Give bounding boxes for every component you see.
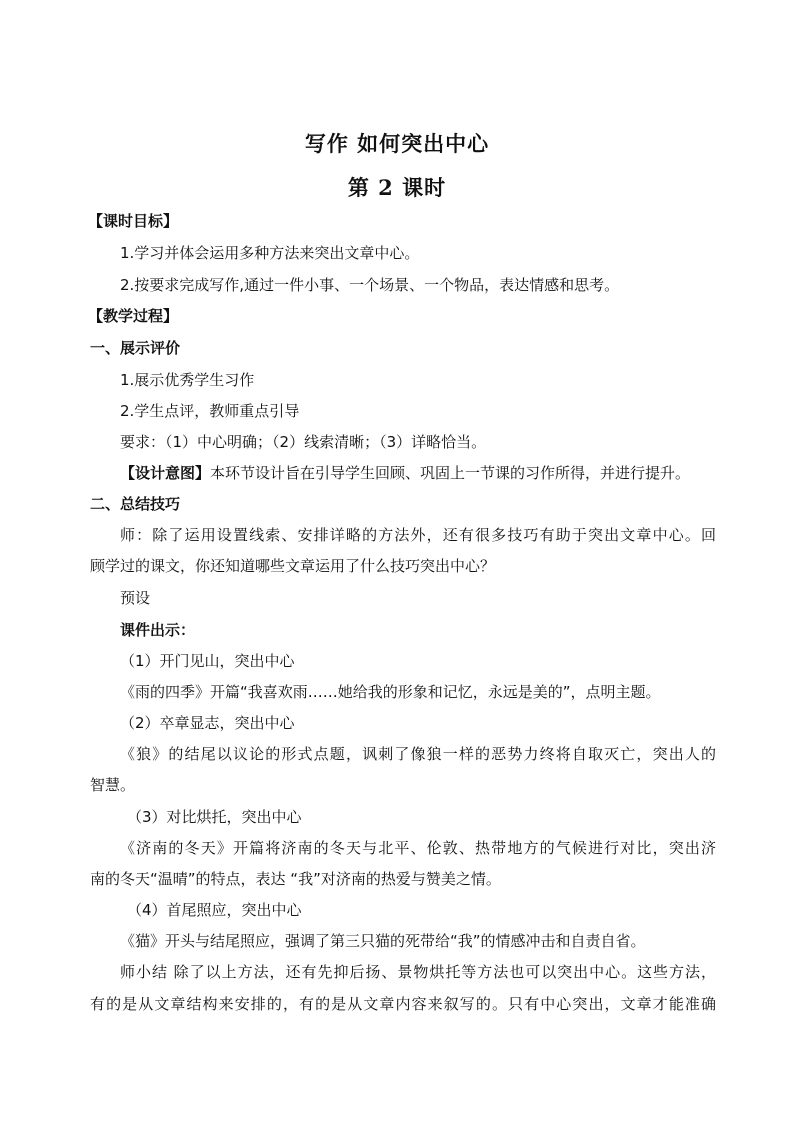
section1-item: 2.学生点评，教师重点引导	[120, 402, 300, 420]
technique-example: 《猫》开头与结尾照应，强调了第三只猫的死带给“我”的情感冲击和自责自省。	[120, 932, 646, 950]
preset-label: 预设	[120, 589, 151, 607]
technique-heading: （2）卒章显志，突出中心	[120, 714, 295, 732]
design-intent-text: 本环节设计旨在引导学生回顾、巩固上一节课的习作所得，并进行提升。	[210, 464, 691, 482]
teacher-question: 师：除了运用设置线索、安排详略的方法外，还有很多技巧有助于突出文章中心。回	[120, 526, 716, 544]
technique-heading: （3）对比烘托，突出中心	[127, 808, 302, 826]
page-title: 写作 如何突出中心	[304, 131, 490, 156]
section-heading: 一、展示评价	[90, 339, 181, 357]
technique-heading: （4）首尾照应，突出中心	[127, 901, 302, 919]
objective-item: 2.按要求完成写作,通过一件小事、一个场景、一个物品，表达情感和思考。	[120, 276, 620, 294]
section-heading: 二、总结技巧	[90, 495, 181, 513]
technique-example: 《济南的冬天》开篇将济南的冬天与北平、伦敦、热带地方的气候进行对比，突出济	[120, 839, 716, 857]
objective-item: 1.学习并体会运用多种方法来突出文章中心。	[120, 244, 420, 262]
technique-example-cont: 智慧。	[90, 776, 136, 794]
technique-example: 《狼》的结尾以议论的形式点题，讽刺了像狼一样的恶势力终将自取灭亡，突出人的	[120, 745, 716, 763]
teacher-summary: 师小结 除了以上方法，还有先抑后扬、景物烘托等方法也可以突出中心。这些方法，	[120, 963, 716, 981]
technique-example: 《雨的四季》开篇“我喜欢雨……她给我的形象和记忆，永远是美的”，点明主题。	[120, 683, 661, 701]
design-intent-label: 【设计意图】	[120, 464, 211, 482]
courseware-label: 课件出示：	[120, 621, 196, 639]
design-intent	[0, 462, 794, 484]
section1-item: 1.展示优秀学生习作	[120, 371, 255, 389]
objectives-heading: 【课时目标】	[88, 212, 179, 230]
teacher-summary-cont: 有的是从文章结构来安排的，有的是从文章内容来叙写的。只有中心突出，文章才能准确	[90, 995, 716, 1013]
teacher-question-cont: 顾学过的课文，你还知道哪些文章运用了什么技巧突出中心？	[90, 557, 496, 575]
section1-requirement: 要求：（1）中心明确；（2）线索清晰；（3）详略恰当。	[120, 433, 487, 451]
technique-example-cont: 南的冬天“温晴”的特点，表达 “我”对济南的热爱与赞美之情。	[90, 870, 501, 888]
technique-heading: （1）开门见山，突出中心	[120, 652, 295, 670]
process-heading: 【教学过程】	[88, 307, 179, 325]
page-subtitle: 第 2 课时	[347, 175, 447, 200]
